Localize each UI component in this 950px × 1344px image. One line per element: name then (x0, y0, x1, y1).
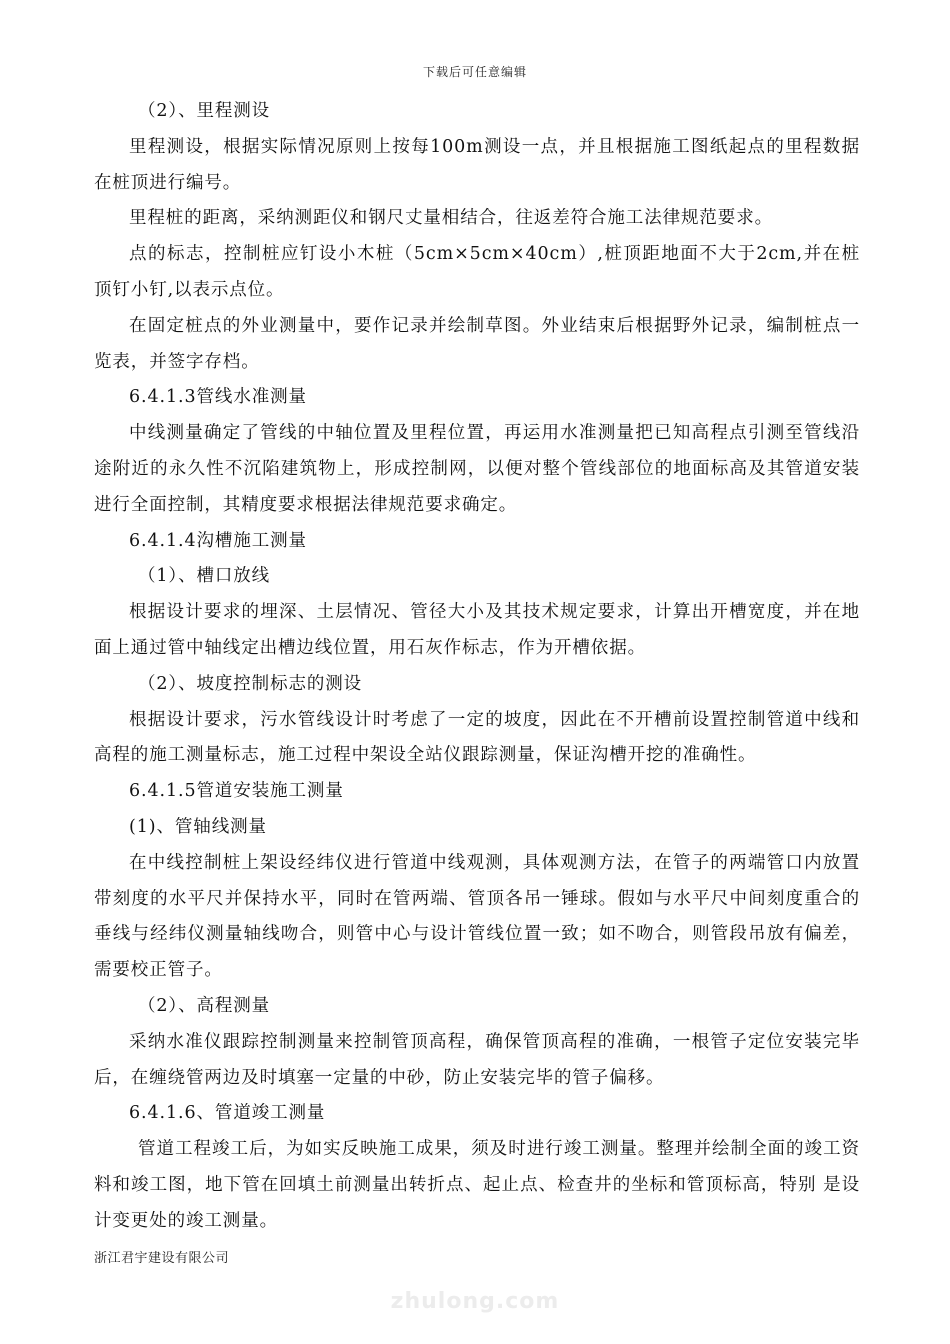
section-heading: 6.4.1.5管道安装施工测量 (129, 781, 344, 802)
body-paragraph: 里程测设，根据实际情况原则上按每100m测设一点，并且根据施工图纸起点的里程数据在桩顶进行编号。 (94, 136, 860, 193)
body-paragraph: 根据设计要求，污水管线设计时考虑了一定的坡度，因此在不开槽前设置控制管道中线和高程的施工测量标志，施工过程中架设全站仪跟踪测量，保证沟槽开挖的准确性。 (94, 709, 860, 766)
watermark: zhulong.com (390, 1289, 560, 1314)
body-paragraph: 在固定桩点的外业测量中，要作记录并绘制草图。外业结束后根据野外记录，编制桩点一览表，并签字存档。 (94, 315, 860, 372)
page-header: 下载后可任意编辑 (422, 65, 527, 79)
subsection-heading: （1）、槽口放线 (138, 566, 271, 587)
body-paragraph: 里程桩的距离，采纳测距仪和钢尺丈量相结合，往返差符合施工法律规范要求。 (129, 208, 773, 229)
subsection-heading: （2）、高程测量 (138, 995, 271, 1016)
body-paragraph: 中线测量确定了管线的中轴位置及里程位置，再运用水准测量把已知高程点引测至管线沿途附近的永久性不沉陷建筑物上，形成控制网，以便对整个管线部位的地面标高及其管道安装进行全面控制，其精度要求根据法律规范要求确定。 (94, 423, 860, 515)
section-heading: 6.4.1.4沟槽施工测量 (129, 530, 307, 551)
body-paragraph: 点的标志，控制桩应钉设小木桩（5cm×5cm×40cm）,桩顶距地面不大于2cm,并在桩顶钉小钉,以表示点位。 (94, 244, 860, 300)
body-paragraph: 在中线控制桩上架设经纬仪进行管道中线观测，具体观测方法，在管子的两端管口内放置带刻度的水平尺并保持水平，同时在管两端、管顶各吊一锤球。假如与水平尺中间刻度重合的垂线与经纬仪测量轴线吻合，则管中心与设计管线位置一致；如不吻合，则管段吊放有偏差，需要校正管子。 (94, 852, 860, 981)
body-paragraph: 管道工程竣工后，为如实反映施工成果，须及时进行竣工测量。整理并绘制全面的竣工资料和竣工图，地下管在回填土前测量出转折点、起止点、检查井的坐标和管顶标高，特别 是设计变更处的竣工测量。 (94, 1139, 860, 1231)
section-heading: 6.4.1.3管线水准测量 (129, 387, 307, 408)
subsection-heading: (1)、管轴线测量 (129, 816, 267, 837)
section-heading: 6.4.1.6、管道竣工测量 (129, 1103, 326, 1124)
body-paragraph: 根据设计要求的埋深、土层情况、管径大小及其技术规定要求，计算出开槽宽度，并在地面上通过管中轴线定出槽边线位置，用石灰作标志，作为开槽依据。 (94, 602, 860, 658)
footer-company: 浙江君宇建设有限公司 (94, 1251, 230, 1266)
subsection-heading: （2）、里程测设 (138, 101, 271, 121)
subsection-heading: （2）、坡度控制标志的测设 (138, 673, 363, 694)
body-paragraph: 采纳水准仪跟踪控制测量来控制管顶高程，确保管顶高程的准确，一根管子定位安装完毕后，在缠绕管两边及时填塞一定量的中砂，防止安装完毕的管子偏移。 (94, 1031, 860, 1088)
document-body (94, 94, 860, 1240)
